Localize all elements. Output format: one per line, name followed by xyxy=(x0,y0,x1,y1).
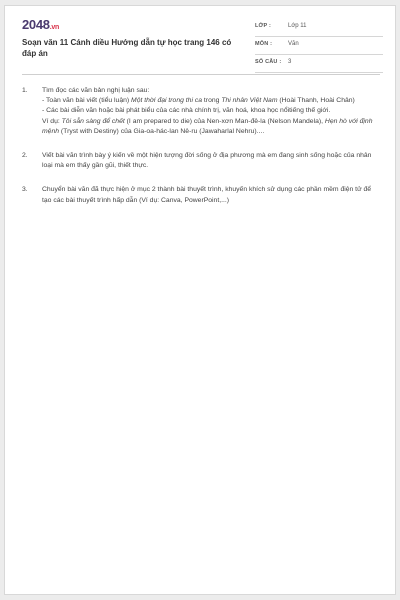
meta-value: Văn xyxy=(288,41,299,47)
question-number: 2. xyxy=(22,152,28,160)
site-logo[interactable] xyxy=(22,17,59,32)
question-line: - Các bài diễn văn hoặc bài phát biểu của các nhà chính trị, văn hoá, khoa học nổitiếng thế giới. xyxy=(42,107,331,115)
header-divider xyxy=(22,74,380,75)
question-list xyxy=(22,86,382,206)
meta-row-class xyxy=(255,20,383,37)
document-title: Soạn văn 11 Cánh diều Hướng dẫn tự học trang 146 có đáp án xyxy=(22,38,232,58)
meta-label: SỐ CÂU : xyxy=(255,59,282,65)
text-span: (Tryst with Destiny) của Gia-oa-hác-lan Nê-ru (Jawaharlal Nehru).... xyxy=(59,127,265,135)
text-span: trong xyxy=(202,97,222,105)
italic-title: Tôi sẵn sàng để chết xyxy=(61,117,125,125)
italic-title: Thi nhân Việt Nam xyxy=(221,97,278,105)
question-text: Viết bài văn trình bày ý kiến về một hiện tượng đời sống ở địa phương mà em đang sinh sống hoặc của nhân loại mà em thấy gần gũi, thiết thực. xyxy=(42,152,372,170)
meta-label: LỚP : xyxy=(255,23,271,29)
question-number: 3. xyxy=(22,186,28,194)
text-span: - Toàn văn bài viết (tiểu luận) xyxy=(42,97,132,105)
document-page xyxy=(4,5,396,595)
question-item xyxy=(22,151,382,171)
document-header xyxy=(5,6,395,76)
question-line xyxy=(42,96,382,106)
meta-table xyxy=(255,20,383,74)
italic-title: Một thời đại trong thi ca xyxy=(131,97,203,105)
logo-brand: 2048 xyxy=(22,17,50,32)
italic-title: Hẹn hò với định mệnh xyxy=(42,117,373,135)
question-text: Chuyển bài văn đã thực hiện ở mục 2 thành bài thuyết trình, khuyến khích sử dụng các phần mềm điện tử để tạo các bài thuyết trình hấp dẫn (Ví dụ: Canva, PowerPoint,...) xyxy=(42,186,372,204)
question-number: 1. xyxy=(22,87,28,94)
meta-row-question-count xyxy=(255,56,383,73)
meta-label: MÔN : xyxy=(255,41,273,47)
question-line xyxy=(42,117,382,137)
text-span: Ví dụ: xyxy=(42,117,62,125)
question-intro: Tìm đọc các văn bản nghị luận sau: xyxy=(42,87,150,94)
text-span: (Hoài Thanh, Hoài Chân) xyxy=(277,97,355,105)
meta-row-subject xyxy=(255,38,383,55)
meta-value: 3 xyxy=(288,59,292,65)
meta-value: Lớp 11 xyxy=(288,23,307,29)
question-item xyxy=(22,86,382,137)
logo-tld: .vn xyxy=(49,24,59,31)
text-span: (I am prepared to die) của Nen-xơn Man-đê-la (Nelson Mandela), xyxy=(124,117,325,125)
question-item xyxy=(22,185,382,205)
